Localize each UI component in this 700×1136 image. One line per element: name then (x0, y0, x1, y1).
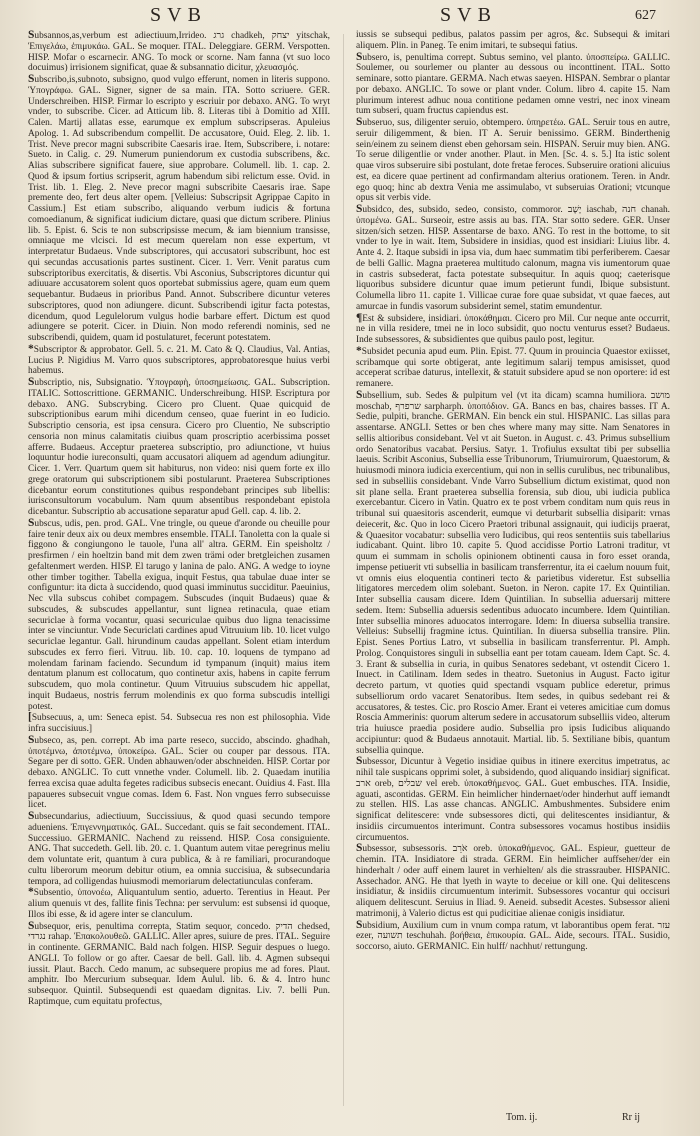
header-right-title: SVB (440, 4, 497, 26)
entry-initial: S (28, 30, 35, 41)
dictionary-entry (28, 811, 330, 887)
entry-initial: * (356, 344, 362, 357)
dictionary-entry (28, 344, 330, 377)
dictionary-entry (28, 518, 330, 713)
entry-text: ubsidco, des, subsido, sedeo, consisto, commoror. יֶשֶׁב iaschab, חנה chanah. ὑπομένω. GAL. Surseoir, estre assis au bas. ITA. Star sotto sedere. GER. Unser sitzen/sich setzen. HISP. Assentarse de baxo. ANG. To rest in the bottome, to sit vnder to lye in wait. Item, Subsidere in insidias, quod est insidiari: Liuius libr. 4. Ante 4. 2. Itaque subsidi in ipsa via, dum haec summatim tibi perferiberem. Caesar de belli Gallic. Magna praeterea multitudo calonum, magna vis iumentorum quae in castris subsederat, facta potestate subsequitur. In aquis quoq; caeterisque liquoribus subsidere dicuntur quae imum petierunt fundi, Ibique subsistunt. Columella libro 11. capite 1. Villicae curae fore quae subsidat, vt quae faeces, aut amurcae in fundis vasorum subsiderint semel, statim emundentur. (356, 205, 670, 312)
entry-initial: S (28, 376, 35, 388)
dictionary-entry (28, 887, 330, 920)
entry-text: ubsequor, eris, penultima correpta, Statim sequor, concedo. הדיק chedsed, נגרדי rahap. Ἐπακολουθεῶ. GALLIC. Aller apres, suiure de pres. ITAL. Seguire in continente. GERMANIC. Bald nach folgen. HISP. Seguir despues o luego. ANGLI. To follow or go after. Caesar de bell. Gall. lib. 4. Agmen subsequi iussit. Plaut. Bacch. Cedo manum, ac subsequere propius me ad fores. Plaut. amphitr. Ibo Mercurium subsequar. Idem Aulul. lib. 6. & 4. Intro hunc subsequor. Quintil. Subsequendi est quaedam dignitas. Liv. 7. belli Pun. Raptimque, cum equitatu profectus, (28, 921, 330, 1007)
entry-initial: S (28, 919, 35, 932)
dictionary-entry (28, 74, 330, 344)
entry-initial: * (28, 886, 34, 899)
entry-text: ubsessor, subsessoris. אֹרֵב oreb. ὑποκαθήμενος. GAL. Espieur, guetteur de chemin. ITA. Insidiatore di strada. GERM. Ein heimlicher auffseher/der ein hinderhalt / oder auff einem lauret in verhielten/ als die strassrauber. HISPANIC. Assechador. ANG. He that lyeth in wayte to deceiue or kill one. Qui delitescens insidiatur, & insidiis circumuentum interimit. Subsessores vocantur qui occisuri aliquem delitescunt. Seruius in Iliad. 9. Aeneid. subsedit Acestes. Subsessor alieni matrimonij, à Valerio dictus est qui pudicitiae alienae conigis insidiatur. (356, 844, 670, 919)
dictionary-entry (28, 735, 330, 811)
dictionary-entry (356, 117, 670, 204)
entry-initial: S (356, 918, 363, 931)
entry-initial: ¶ (356, 311, 363, 324)
dictionary-entry (356, 390, 670, 757)
entry-text: iussis se subsequi pedibus, palatos passim per agros, &c. Subsequi & imitari aliquem. Plin. in Paneg. Te enim imitari, te subsequi fatius. (356, 30, 670, 51)
dictionary-entry (356, 843, 670, 919)
entry-text: Subscriptor & approbator. Gell. 5. c. 21. M. Cato & Q. Claudius, Val. Antias, Lucius P. Nigidius M. Varro quos subscriptores, approbatoresque huius verbi habemus. (28, 344, 330, 377)
signature-mark: Rr ij (621, 1112, 640, 1123)
entry-initial: S (356, 842, 363, 855)
entry-text: Subsidet pecunia apud eum. Plin. Epist. 77. Quum in prouincia Quaestor exiisset, scribamque qui sorte obtigerat, ante legitimum salarij tempus amisisset, quod acceperat scribae daturus, intellexit, & statuit subsidere apud se non oportere: id est remanere. (356, 346, 670, 389)
entry-initial: S (356, 388, 363, 401)
dictionary-entry (356, 313, 670, 346)
entry-text: Subsentio, ὑπονοέω, Aliquantulum sentio, aduerto. Terentius in Heaut. Per alium quenuis vt des, fallite finis Techna: per servulum: est subsensi id quoque, Illos ibi esse, & id agere inter se clanculum. (28, 888, 330, 920)
header-left-title: SVB (150, 4, 207, 26)
dictionary-entry (356, 204, 670, 313)
entry-text: ubscriptio, nis, Subsignatio. Ὑπογραφὴ, ὑποσημείωσις. GAL. Subscription. ITALIC. Sottoscrittione. GERMANIC. Underschreibung. HISP. Escriptura por debaxo. ANG. Subscrybing. Cicero pro Cluent. Quae quicquid de subscriptionibus earum mihi dicendum censeo, quae fuerint in eo Iudicio. Subscriptio censoria, est ipsa censura. Cicero pro Cluentio, Ne subscriptio censoria non minus calamitatis ciuibus quam proscriptio acerbissima posset afferre. Budaeus. Acceptur praeterea subscriptio, pro adiunctione, vt huius loquuntur hodie iureconsulti, quam accusatori aliquem ad agendum adiungitur. Cicer. 1. Verr. Quartum quem sit habiturus, non video: nisi quem forte ex illo grege oratorum qui subscriptionem sibi postularunt. Praeterea Subscriptiones dicebantur eorum constitutiones quibus respondebant principes sub libellis: iurisconsultorum vocabulum. Nam quum absentibus respondebant epistola dicebantur. Subscriptio ab accusatione separatur apud Gell. cap. 4. lib. 2. (28, 378, 330, 517)
entry-initial: S (28, 73, 35, 85)
entry-initial: S (356, 203, 363, 215)
entry-text: ubsero, is, penultima corrept. Subtus semino, vel planto. ὑποσπείρω. GALLIC. Soulemer, ou sourlemer ou planter au dessous ou inconttinent. ITAL. Sotto seminare, sotto piantare. GERMA. Nach etwas saeyen. HISPAN. Sembrar o plantar por debaxo. ANGLIC. To sowe or plant vnder. Colum. libro 4. capite 15. Nam plurimum interest adhuc noua contitione pedamen omne vestri, nec inox vineam tum subseri, quam fructus capiendus est. (356, 52, 670, 117)
entry-text: ubsidium, Auxilium cum in vnum compa ratum, vt laborantibus opem ferat. עזר ezer, תשועה teschuhah. βοήθεια, ἐπικουρία. GAL. Aide, secours. ITAL. Susidio, soccorso, aiuto. GERMANIC. Ein hulff/ nachhut/ rettungung. (356, 920, 670, 952)
left-column (28, 30, 330, 1110)
dictionary-entry (356, 756, 670, 843)
entry-text: ubscribo,is,subnoto, subsigno, quod vulgo efferunt, nomen in literis suppono. Ὑπογράφω. GAL. Signer, signer de sa main. ITA. Sotto scriuere. GER. Underschreiben. HISP. Firmar lo escripto y escriuir por debaxo. ANG. To wryt vnder, to subscribe. Cicer. ad Atticum lib. 8. Literas tibi à Domitio ad XIII. Calen. Martij allatas esse, earumque ex emplum subscripseras. Apuleius Apolog. 1. Ad subscribendum compellit. De accusatore, Ouid. Eleg. 2. lib. 1. Trist. Neve precor magni subscribite Caesaris irae. Item, Subscribere, i. notare: Sueto. in Calig. c. 29. Numerum puniendorum ex custodia subscribens, &c. Alias subscribere significat fauere, siue approbare. Columell. lib. 1. cap. 2. Quod & ipsum fortius scripserit, agrum habendum sibi relictum esse. Ovid. in Trist. lib. 1. Eleg. 2. Neve precor magni subscribite Caesaris irae. Sape premente deo, fert deus alter opem. [Velleius: Subscripsit Agrippae Capito in Cassium.] Est etiam subscribo, aliquando verbum iudicis & fortuna comoedianum, & significat iudicium dictare, quasi que dictum scribere. Plinius lib. 5. Epist. 6. Scis te non subscripsisse mecum, & iam biennium transisse, omniaque me vlcisci. Id est mecum querelam non esse expertum, vt interpretatur Budaeus. Vnde subscriptores, qui accusatori subscribunt, hoc est qui secundas accusationis partes sustinent. Cicer. 1. Verr. Venit paratus cum subscriptoribus exercitatis, & disertis. Vbi Asconius, Subscriptores dicuntur qui adiuuare accusatorem solent quos oportebat submissius agere, quam eum quem sequebantur. Budaeus in prioribus Pand. Annot. Subscribere dicuntur veteres subscriptores, quod non adiungere. dicunt. Subscribendi igitur facta potestas, dicendum, quod Legulelorum vulgus hodie barbare effert. Dictum est quod adiungere se poterit. Cicer. in Diuin. Non modo referendi nominis, sed ne subscribendi, quidem, quam id postulaturet, fecerunt potestatem. (28, 75, 330, 343)
dictionary-entry (356, 920, 670, 953)
dictionary-entry (28, 712, 330, 735)
entry-text: Est & subsidere, insidiari. ὑποκάθημαι. Cicero pro Mil. Cur neque ante occurrit, ne in villa residere, tmei ne in loco subsidit, quo noctu venturus esset? Budaeus. Inde subsessores, & subsidientes que quibus paulo post, legitur. (356, 313, 670, 345)
entry-text: Subsecuus, a, um: Seneca epist. 54. Subsecua res non est philosophia. Vide infra succisiuus.] (28, 713, 330, 734)
dictionary-entry (356, 52, 670, 118)
page-number: 627 (635, 8, 656, 23)
entry-text: ubsellium, sub. Sedes & pulpitum vel (vt ita dicam) scamna humiliora. מושב moschab, שרפרף sarpharph. ὑποπόδιον. GA. Bancs en bas, chaires basses. IT A. Sedie, pulpiti, branche. GERMAN. Ein benck ein stul. HISPANIC. Las sillas para assentarse. ANGLI. Settes or ben ches where many may sitte. Nam Senatores in sellis altioribus considebant. Vel vt ait Sueton. in August. c. 43. Primus subsellium ordo Senatoribus vacabat. Persius. Satyr. 1. Trofiulus exsultat tibi per subsellia laeuis. Scribit Asconius, Subsellia esse Tribunorum, Triumuirorum, Quaestorum, & huiusmodi minora iudicia exercentium, qui non in sellis curulibus, nec tribunalibus, sed in subselliis considebant. Vnde Varro Subsellium dictum existimat, quod non sit plane sella. Erant praeterea subsellia forensia, sub diou, ubi iudicia publica exercebantur. Cicero in Vatin. Quatro ex te post vrbem conditam num quis reus in tribunal sui quaesitoris ascenderit, eumque vi deturbarit subsellia disiparit: vrnas deiecerit, &c. Quo in loco Cicero Praetori tribunal assignauit, qui iudicijs praerat, & Quaesitor vocabatur: subsellia vero Iudicibus, qui reos sententiis suis tabellarius iudicabant. Quint. libro 10. capite 5. Quod accidisse Portio Latroni traditur, vt quum ei summam in scholis opinionem obtinenti causa in foro esset oranda, impense petiuerit vti subsellia in basilicam transferrentur, ita ei caelum nouum fuit, vt omnis eius eloquentia contineri tecto & parietibus videretur. Est subsellia litigatores mercedem olim solebant. Sueton. in Neron. capite 17. Ex Quintilian. Inter subsellia causam dicere. Idem Quintilian. In subsellia aduersarij mittere sedem. Item: Subsellia aduersis sedentibus aduocato incumbere. Idem Quintilian. Inter subsellia minores aduocatos interrogare. Idem: In diuersa subsellia transire. Velleius: Subsellij fragmine ictus. Quintilian. In diuersa subsellia transire. Plin. Epist. Senes Portius Latro, vt subsellia in basilicam transferrentur. Pl. Amph. Prolog. Conquistores singuli in subsellia eant per totam caueam. Idem Capt. Sc. 4. 3. Erant & subsellia in curia, in quibus Senatores sedebant, vt ostendit Cicero 1. Inuect. in Catilinam. Idem sedes in theatro. Suetonius in August. Facto igitur decreto partum, vt quoties quid spectandi vsquam publice ederetur, primus subselliorum ordo vacaret Senatoribus. Item sedes, in quibus sedebant rei & accusatores, & testes. Cic. pro Roscio Amer. Erant ei veteres amicitiae cum domus Roscia Ammerinis: quorum alterum sedere in accusatorum subselliis video, alterum tria huiusce praedia posidere audio. Subsellia pro ipsis Iudicibus aliquando accipiuntur: quod & Budaeus annotauit. Martial. lib. 5. Sextiliane bibis, quantum subsellia quinque. (356, 390, 670, 756)
tome-label: Tom. ij. (506, 1112, 538, 1123)
running-header (0, 4, 700, 30)
entry-initial: S (28, 733, 35, 746)
entry-initial: S (356, 116, 363, 128)
entry-text: ubscus, udis, pen. prod. GAL. Vne tringle, ou queue d'aronde ou cheuille pour faire tenir deux aix ou deux membres ensemble. ITALI. Tanoletta con la quale si figgono & congiungono le tauole, l'una all' altra. GERM. Ein speisholtz / presfirmen / ein hoeltzin band mit dem zwen trämi oder bretgleichen zusamen gefaltenmert werden. HISP. El tarugo y lanina de palo. ANG. A wedge to ioyne other timber togither. Tabella exigua, inquit Festus, qua tabulae duae inter se configuntur: ita dicta à succidendo, quod quasi imminutus succiditur. Paeuinius, Nec vlla subscus cohibet compagem. Subscudes (inquit Budaeus) quae & subscudes, & subscudes appellantur, sunt lignea retinacula, quae etiam securiclae à forma vocantur, quasi securiculae quibus duo ligna tenacissime inter se vinciuntur. Vnde Securiclati cardines apud Vitruuium lib. 10. licet vulgo securiclae legantur. Gall. hirundinum caudas appellant. Solent etiam interdum subscudes ex ferro fieri. Vitruu. lib. 10. cap. 10. loquens de tympano ad molendam farinam faciendo. Secundum id tympanum (inquit) maius item dentatum planum est collocatum, quo continetur axis, habens in capite ferrum subscudem, quo mola continetur. Quum Vitruuius subscudem hic appellat, inquit Budaeus, nostris ferrum molendinis ex quo forma subscudis intelligi potest. (28, 518, 330, 712)
entry-initial: S (356, 755, 363, 768)
entry-initial: * (28, 342, 34, 355)
entry-text: ubseruo, sus, diligenter seruio, obtempero. ὑπηρετέω. GAL. Seruir tous en autre, seruir diligemment, & bien. IT A. Seruir benissimo. GERM. Binderthenig sein/einem zu seinem dienst eben gehorsam sein. HISPAN. Seruir muy bien. ANG. To serue diligentlie or vnder another. Plaut. in Men. [Sc. 4. s. 5.] Ita istic solent quae viros subseruire sibi postulant, dote fretae feroces. Subseruire orationi alicuius est, ea dicere quae pertinent ad confirmandam alterius orationem. Teren. in Andr. ego quoq; hinc ab dextra Venia me assimulabo, vt subseruias Orationi; vtcunque opus sit verbis vide. (356, 118, 670, 204)
entry-initial: S (356, 50, 363, 63)
entry-text: ubsessor, Dicuntur à Vegetio insidiae quibus in itinere exercitus impetratus, ac nihil tale suspicans opprimi solet, à subsidendo, quod aliquando insidiarj significat. ארב oreb, שבלים vel ereb. ὑποκαθήμενος. GAL. Guet embusches. ITA. Insidie, aguati, ascontidas. GERM. Ein heimlicher hindernaet/oder hinderhut auff iemandt zu stellen. HIS. Las asse chancas. ANGLIC. Ambushmentes. Subsidere enim significat delitescere: vnde subsessores dicti, qui delitescentes insidiantur, & insidiis circumuentos interimunt. Contra subsessores vocamus hostibus insidiis circumuentos. (356, 757, 670, 843)
dictionary-entry (28, 921, 330, 1008)
column-divider (343, 34, 344, 1106)
dictionary-entry (28, 30, 330, 74)
entry-text: ubsecundarius, adiectiuum, Succissiuus, & quod quasi secundo tempore adueniens. Ἐπιγεννηματικός. GAL. Succedant. quis se fait secondement. ITAL. Successiuo. GERMANIC. Nachend zu reissend. HISP. Cosa consiguiente. ANG. That succedeth. Gell. lib. 20. c. 1. Quantum autem vitae peregrinus meliu dem voluntate erit, quantum à cura publica, & à re familiari, procurandoque cultu liberorum meorum debitur otium, ea omnia succisiua, & subsecundaria tempora, ad colligendas huiusmodi memoriarum delectatiunculas conferam. (28, 812, 330, 887)
dictionary-entry (356, 346, 670, 390)
dictionary-entry (356, 30, 670, 52)
page-footer (356, 1112, 670, 1128)
entry-initial: S (28, 810, 35, 822)
entry-initial: S (28, 516, 35, 529)
dictionary-entry (28, 377, 330, 518)
entry-text: ubsannos,as,verbum est adiectiuum,Irrideo. גרג chadkeh, יצחק yitschak, Ἐπιγελάω, ἐπιμυκάω. GAL. Se moquer. ITAL. Deleggiare. GERM. Verspotten. HISP. Mofar o escarnecir. ANG. To mock or scorne. Nam fanna (vt suo loco docuimus) irrisionem significat, quae & subsannatio dicitur, χλευασμός. (28, 31, 330, 74)
entry-initial: [ (28, 711, 32, 724)
entry-text: ubseco, as, pen. corrept. Ab ima parte reseco, succido, abscindo. ghadhah, ὑποτέμνω, ἀποτέμνω, ὑποκείρω. GAL. Scier ou couper par dessous. ITA. Segare per di sotto. GER. Unden abhauwen/oder abschneiden. HISP. Cortar por debaxo. ANGLIC. To cutt vnnethe vnder. Columell. lib. 2. Quaedam inutilia ferrea excisa quae adulta fegetes radicibus subsecis enecant. Ouidius 4. Fast. Illa papaueres subsecuit vngue comas. Idem 6. Fast. Non vngues ferro subsecuisse licet. (28, 735, 330, 811)
right-column (356, 30, 670, 1110)
